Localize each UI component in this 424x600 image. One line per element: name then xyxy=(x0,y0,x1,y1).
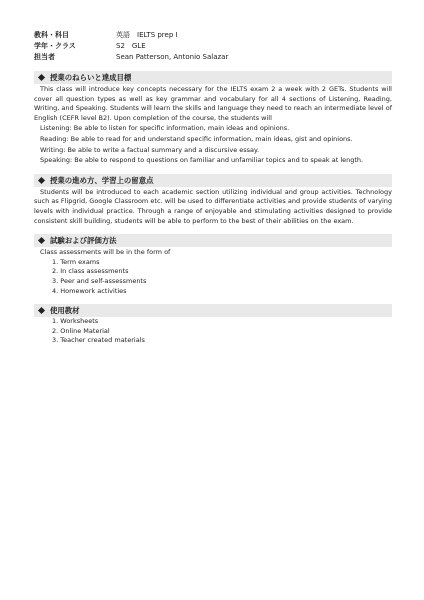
section-method xyxy=(34,174,392,226)
syllabus-page xyxy=(34,30,392,346)
section-method-title: 授業の進め方、学習上の留意点 xyxy=(50,175,154,185)
list-item: 2. In class assessments xyxy=(52,267,129,276)
assessment-intro: Class assessments will be in the form of xyxy=(40,248,171,257)
section-method-header xyxy=(34,174,392,187)
diamond-bullet-icon xyxy=(38,237,45,244)
meta-teacher-value: Sean Patterson, Antonio Salazar xyxy=(116,53,229,61)
list-item: 4. Homework activities xyxy=(52,286,127,295)
diamond-bullet-icon xyxy=(38,307,45,314)
goals-intro: This class will introduce key concepts necessary for the IELTS exam 2 a week with 2 GETs. Students will cover all question types as well as key grammar and vocabulary for all 4 sections of Listening, Reading, Writing, and Speaking. Students will learn the skills and language they need to reach an intermediate level of English (CEFR level B2). Upon completion of the course, the students will xyxy=(34,85,392,122)
section-goals-header xyxy=(34,71,392,84)
diamond-bullet-icon xyxy=(38,177,45,184)
meta-subject-value: 英語 IELTS prep I xyxy=(116,31,178,39)
section-assessment xyxy=(34,234,392,296)
list-item: 1. Term exams xyxy=(52,257,100,266)
goals-listening: Listening: Be able to listen for specific information, main ideas and opinions. xyxy=(40,124,290,133)
meta-subject-label: 教科・科目 xyxy=(34,31,69,39)
goals-speaking: Speaking: Be able to respond to questions on familiar and unfamiliar topics and to speak at length. xyxy=(40,156,364,165)
course-meta xyxy=(34,30,392,63)
meta-subject-row xyxy=(34,30,392,41)
materials-list xyxy=(34,317,392,346)
section-materials xyxy=(34,304,392,346)
section-materials-title: 使用教材 xyxy=(50,306,80,316)
list-item: 1. Worksheets xyxy=(52,317,99,326)
section-assessment-header xyxy=(34,234,392,247)
goals-writing: Writing: Be able to write a factual summary and a discursive essay. xyxy=(40,145,260,154)
assessment-list xyxy=(34,258,392,296)
section-goals xyxy=(34,71,392,166)
list-item: 3. Peer and self-assessments xyxy=(52,276,147,285)
meta-teacher-label: 担当者 xyxy=(34,53,55,61)
diamond-bullet-icon xyxy=(38,74,45,81)
section-goals-title: 授業のねらいと達成目標 xyxy=(50,73,132,82)
list-item: 3. Teacher created materials xyxy=(52,336,145,345)
meta-teacher-row xyxy=(34,52,392,63)
section-assessment-title: 試験および評価方法 xyxy=(50,236,117,246)
method-body: Students will be introduced to each academic section utilizing individual and group activities. Technology such as Flipgrid, Google Classroom etc. will be used to differentiate activities and provide students of varying levels with individual practice. Through a range of enjoyable and stimulating activities designed to provide consistent skill building, students will be able to perform to the best of their abilities on the exam. xyxy=(34,187,392,225)
section-materials-header xyxy=(34,304,392,317)
meta-grade-value: S2 GLE xyxy=(116,42,146,50)
meta-grade-row xyxy=(34,41,392,52)
meta-grade-label: 学年・クラス xyxy=(34,42,76,50)
goals-reading: Reading: Be able to read for and understand specific information, main ideas, gist and opinions. xyxy=(40,134,353,143)
list-item: 2. Online Material xyxy=(52,326,110,335)
